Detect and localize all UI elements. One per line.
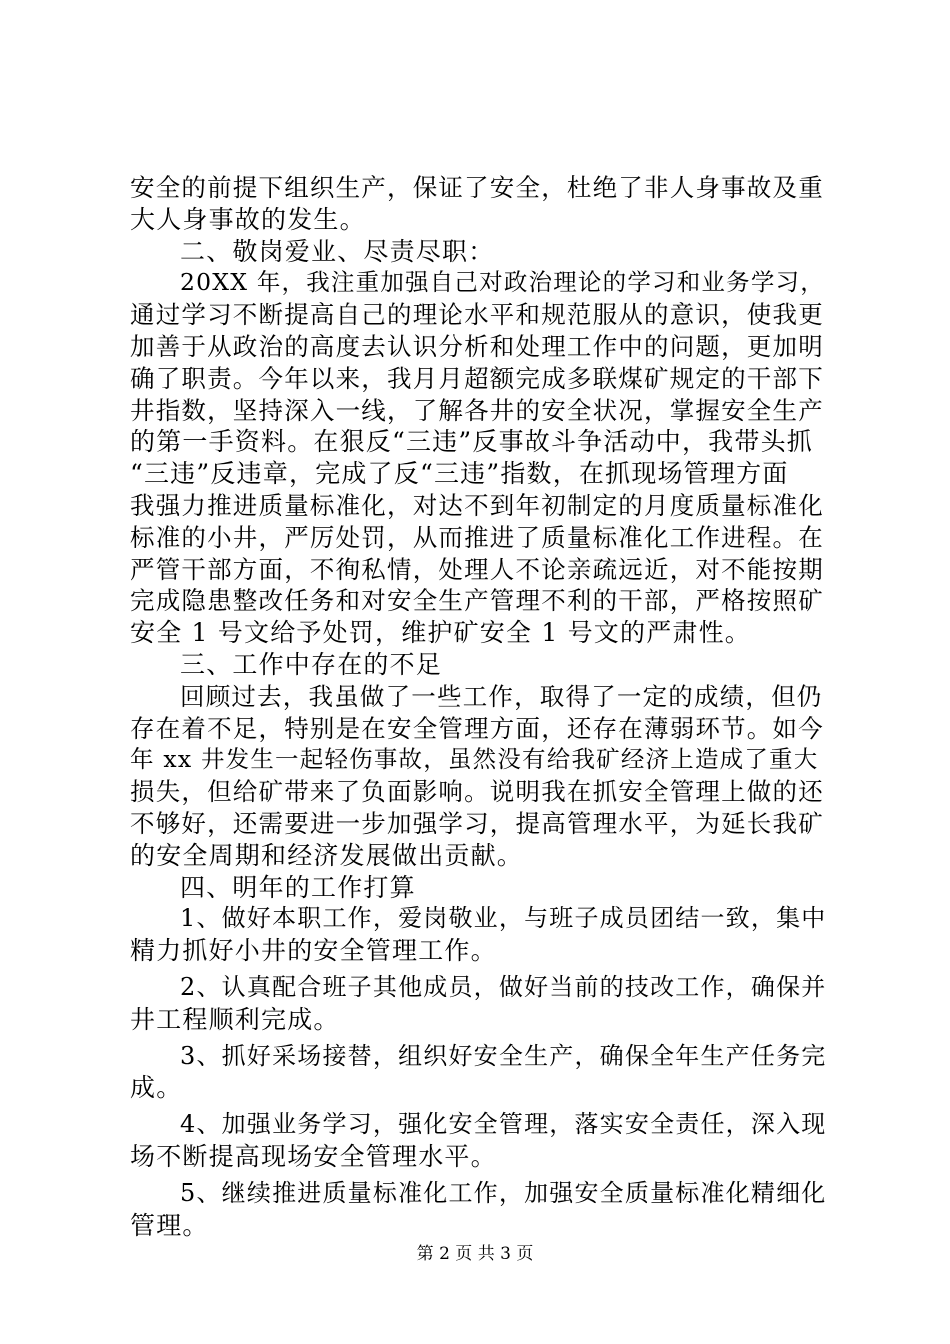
document-body [130, 172, 830, 1241]
page-number-footer: 第 2 页 共 3 页 [416, 1244, 534, 1264]
body-line: 井指数，坚持深入一线，了解各井的安全状况，掌握安全生产 [130, 395, 824, 425]
body-line: 存在着不足，特别是在安全管理方面，还存在薄弱环节。如今 [130, 713, 824, 743]
body-line: 不够好，还需要进一步加强学习，提高管理水平，为延长我矿 [130, 808, 824, 838]
body-line: 损失，但给矿带来了负面影响。说明我在抓安全管理上做的还 [130, 777, 824, 807]
list-item: 5、继续推进质量标准化工作，加强安全质量标准化精细化 [180, 1178, 827, 1207]
body-line: 安全 1 号文给予处罚，维护矿安全 1 号文的严肃性。 [130, 618, 752, 648]
body-line: 的第一手资料。在狠反“三违”反事故斗争活动中，我带头抓 [130, 427, 813, 457]
body-line: 我强力推进质量标准化，对达不到年初制定的月度质量标准化 [130, 490, 824, 520]
body-line: “三违”反违章，完成了反“三违”指数，在抓现场管理方面 [130, 459, 789, 489]
body-line: 20XX 年，我注重加强自己对政治理论的学习和业务学习， [180, 268, 825, 297]
section-heading: 四、明年的工作打算 [180, 872, 416, 902]
section-heading: 二、敬岗爱业、尽责尽职： [180, 236, 495, 266]
list-item-continuation: 精力抓好小井的安全管理工作。 [130, 936, 497, 966]
body-line: 加善于从政治的高度去认识分析和处理工作中的问题，更加明 [130, 331, 824, 361]
list-item-continuation: 成。 [130, 1073, 183, 1103]
list-item-continuation: 井工程顺利完成。 [130, 1004, 340, 1034]
body-line: 确了职责。今年以来，我月月超额完成多联煤矿规定的干部下 [130, 363, 824, 393]
body-line: 大人身事故的发生。 [130, 204, 366, 234]
list-item-continuation: 管理。 [130, 1210, 209, 1240]
body-line: 通过学习不断提高自己的理论水平和规范服从的意识，使我更 [130, 300, 824, 330]
body-line: 年 xx 井发生一起轻伤事故，虽然没有给我矿经济上造成了重大 [130, 745, 819, 774]
list-item-continuation: 场不断提高现场安全管理水平。 [130, 1141, 497, 1171]
body-line: 的安全周期和经济发展做出贡献。 [130, 840, 524, 870]
list-item: 1、做好本职工作，爱岗敬业，与班子成员团结一致，集中 [180, 904, 827, 933]
body-line: 标准的小井，严厉处罚，从而推进了质量标准化工作进程。在 [130, 522, 824, 552]
body-line: 安全的前提下组织生产，保证了安全，杜绝了非人身事故及重 [130, 173, 824, 202]
body-line: 严管干部方面，不徇私情，处理人不论亲疏远近，对不能按期 [130, 554, 824, 584]
section-heading: 三、工作中存在的不足 [180, 649, 443, 679]
list-item: 2、认真配合班子其他成员，做好当前的技改工作，确保并 [180, 972, 827, 1001]
list-item: 4、加强业务学习，强化安全管理，落实安全责任，深入现 [180, 1110, 827, 1139]
body-line: 完成隐患整改任务和对安全生产管理不利的干部，严格按照矿 [130, 586, 824, 616]
body-line: 回顾过去，我虽做了一些工作，取得了一定的成绩，但仍 [180, 681, 823, 711]
list-item: 3、抓好采场接替，组织好安全生产，确保全年生产任务完 [180, 1041, 827, 1070]
